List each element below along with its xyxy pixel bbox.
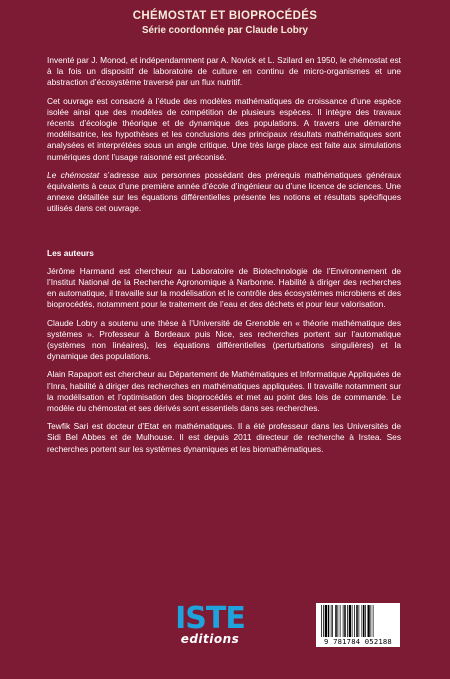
author-bio-rapaport: Alain Rapaport est chercheur au Département de Mathématiques et Informatique Appliquées de l’Inra, habilité à diriger des recherches en mathématiques appliquées. Il travaille notamment sur la modélisation et l’optimisation des bioprocédés et met au point des lois de commande. Le modèle du chémostat et ses dérivés sont essentiels dans ses recherches. [47, 369, 401, 414]
book-title: CHÉMOSTAT ET BIOPROCÉDÉS [132, 10, 318, 22]
barcode-bar [332, 605, 333, 637]
barcode-bar [352, 605, 353, 637]
author-bio-harmand: Jérôme Harmand est chercheur au Laboratoire de Biotechnologie de l’Environnement de l’Institut National de la Recherche Agronomique à Narbonne. Habilité à diriger des recherches en automatique, il travaille sur la modélisation et le contrôle des écosystèmes microbiens et des bioprocédés, notamment pour le traitement de l’eau et des déchets et pour leur valorisation. [47, 265, 401, 310]
barcode-bar [338, 605, 339, 637]
barcode-bar [331, 605, 332, 637]
barcode-bar [344, 605, 346, 637]
barcode-bar [359, 605, 360, 637]
author-bio-sari: Tewfik Sari est docteur d’Etat en mathématiques. Il a été professeur dans les Universités de Sidi Bel Abbes et de Mulhouse. Il est depuis 2011 directeur de recherche à Irstea. Ses recherches portent sur les systèmes dynamiques et les biomathématiques. [47, 421, 401, 454]
isbn-digits: 9 781784 052188 [324, 637, 392, 646]
iste-logo-text: ISTE [175, 601, 245, 633]
barcode-bar [363, 605, 365, 637]
barcode-bar [373, 605, 374, 637]
barcode-bar [340, 605, 341, 637]
barcode-bar [321, 605, 322, 637]
back-cover-text [47, 55, 401, 462]
barcode-bar [328, 605, 330, 637]
barcode-bar [347, 605, 348, 637]
barcode-bar [354, 605, 355, 637]
summary-term: Le chémostat [47, 169, 100, 180]
section-spacer [47, 222, 401, 248]
summary-paragraph-3-text: s’adresse aux personnes possédant des prérequis mathématiques généraux équivalents à ceux d’une première année d’école d’ingénieur ou d’une licence de sciences. Une annexe détaillée sur les équations différentielles présente les notions et résultats spécifiques utilisés dans cet ouvrage. [47, 169, 401, 214]
summary-paragraph-3 [47, 170, 401, 215]
author-bio-lobry: Claude Lobry a soutenu une thèse à l’Université de Grenoble en « théorie mathématique des systèmes ». Professeur à Bordeaux puis Nice, ses recherches portent sur l’automatique (systèmes non linéaires), les équations différentielles (perturbations singulières) et la dynamique des populations. [47, 317, 401, 362]
summary-paragraph-1: Inventé par J. Monod, et indépendamment par A. Novick et L. Szilard en 1950, le chémostat est à la fois un dispositif de laboratoire de culture en continu de micro-organismes et une abstraction d’écosystème traversé par un flux nutritif. [47, 55, 401, 88]
iste-logo-mark [172, 599, 248, 633]
barcode-bar [325, 605, 327, 637]
authors-heading: Les auteurs [47, 247, 94, 258]
barcode-bar [368, 605, 370, 637]
publisher-logo [172, 599, 248, 647]
barcode-bar [349, 605, 351, 637]
summary-paragraph-2: Cet ouvrage est consacré à l’étude des modèles mathématiques de croissance d’une espèce isolée ainsi que des modèles de compétition de plusieurs espèces. Il intègre des travaux récents d’écologie théorique et de dynamique des populations. A travers une démarche modélisatrice, les hypothèses et les conclusions des principaux résultats mathématiques sont analysées et interprétées sous un angle critique. Une très large place est faite aux simulations numériques dont l’usage raisonné est préconisé. [47, 95, 401, 162]
barcode-bar [362, 605, 363, 637]
barcode-bar [365, 605, 366, 637]
barcode-bar [371, 605, 372, 637]
barcode-bar [323, 605, 324, 637]
barcode-bars [316, 605, 400, 639]
barcode-bar [356, 605, 358, 637]
isbn-barcode [316, 603, 400, 647]
barcode-bar [343, 605, 344, 637]
barcode-bar [335, 605, 337, 637]
editions-label: editions [180, 632, 240, 646]
series-subtitle: Série coordonnée par Claude Lobry [141, 25, 309, 36]
